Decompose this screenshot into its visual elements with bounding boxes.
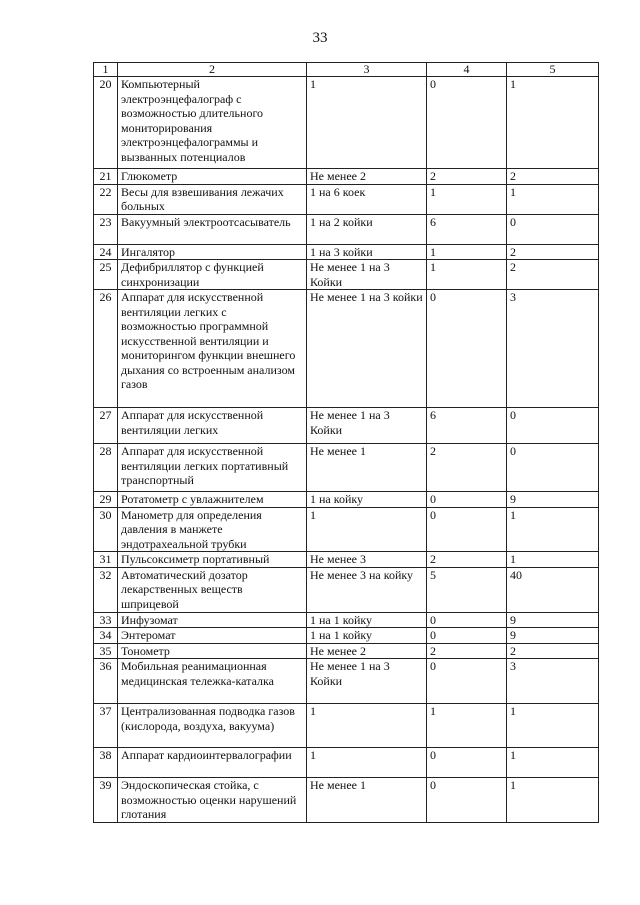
column-4-cell: 0 [427,748,507,778]
column-4-cell: 0 [427,659,507,704]
equipment-name-cell: Компьютерный электроэнцефалограф с возможностью длительного мониторирования электроэнцефалограммы и вызванных потенциалов [118,77,307,169]
column-4-cell: 1 [427,704,507,748]
equipment-name-cell: Аппарат для искусственной вентиляции легких портативный транспортный [118,444,307,492]
column-4-cell: 6 [427,408,507,444]
row-number-cell: 33 [94,612,118,628]
equipment-name-cell: Ротатометр с увлажнителем [118,492,307,508]
table-row [94,748,599,778]
equipment-name-cell: Весы для взвешивания лежачих больных [118,184,307,214]
norm-cell: Не менее 2 [307,169,427,185]
column-4-cell: 1 [427,184,507,214]
column-4-cell: 0 [427,778,507,823]
column-4-cell: 1 [427,244,507,260]
row-number-cell: 30 [94,507,118,552]
norm-cell: 1 на 6 коек [307,184,427,214]
norm-cell: Не менее 3 на койку [307,567,427,612]
table-header-row [94,63,599,77]
column-5-cell: 3 [507,659,599,704]
column-5-cell: 0 [507,444,599,492]
row-number-cell: 35 [94,643,118,659]
column-5-cell: 1 [507,748,599,778]
column-4-cell: 6 [427,214,507,244]
equipment-name-cell: Энтеромат [118,628,307,644]
row-number-cell: 25 [94,260,118,290]
table-row [94,244,599,260]
column-5-cell: 1 [507,77,599,169]
equipment-name-cell: Манометр для определения давления в манжете эндотрахеальной трубки [118,507,307,552]
equipment-name-cell: Аппарат кардиоинтервалографии [118,748,307,778]
row-number-cell: 23 [94,214,118,244]
row-number-cell: 34 [94,628,118,644]
equipment-name-cell: Автоматический дозатор лекарственных веществ шприцевой [118,567,307,612]
table-row [94,214,599,244]
column-4-cell: 2 [427,643,507,659]
row-number-cell: 36 [94,659,118,704]
equipment-name-cell: Пульсоксиметр портативный [118,552,307,568]
column-header: 5 [507,63,599,77]
norm-cell: 1 на 2 койки [307,214,427,244]
equipment-name-cell: Глюкометр [118,169,307,185]
column-5-cell: 1 [507,552,599,568]
norm-cell: Не менее 3 [307,552,427,568]
table-row [94,507,599,552]
column-5-cell: 1 [507,704,599,748]
table-row [94,567,599,612]
column-4-cell: 2 [427,552,507,568]
row-number-cell: 29 [94,492,118,508]
column-5-cell: 9 [507,628,599,644]
page-number: 33 [312,30,328,46]
column-5-cell: 9 [507,492,599,508]
row-number-cell: 37 [94,704,118,748]
column-5-cell: 0 [507,408,599,444]
column-4-cell: 0 [427,628,507,644]
norm-cell: Не менее 1 на 3 Койки [307,408,427,444]
row-number-cell: 22 [94,184,118,214]
column-4-cell: 0 [427,290,507,408]
table-row [94,778,599,823]
table-row [94,290,599,408]
norm-cell: 1 [307,77,427,169]
row-number-cell: 20 [94,77,118,169]
norm-cell: 1 на 1 койку [307,628,427,644]
table-row [94,169,599,185]
column-5-cell: 0 [507,214,599,244]
row-number-cell: 24 [94,244,118,260]
table-row [94,260,599,290]
equipment-name-cell: Дефибриллятор с функцией синхронизации [118,260,307,290]
row-number-cell: 32 [94,567,118,612]
column-header: 1 [94,63,118,77]
equipment-name-cell: Инфузомат [118,612,307,628]
equipment-name-cell: Вакуумный электроотсасыватель [118,214,307,244]
column-4-cell: 1 [427,260,507,290]
column-5-cell: 1 [507,778,599,823]
column-4-cell: 0 [427,77,507,169]
column-5-cell: 40 [507,567,599,612]
column-5-cell: 2 [507,244,599,260]
row-number-cell: 39 [94,778,118,823]
table-row [94,704,599,748]
equipment-name-cell: Ингалятор [118,244,307,260]
norm-cell: 1 на койку [307,492,427,508]
table-row [94,77,599,169]
equipment-name-cell: Аппарат для искусственной вентиляции легких с возможностью программной искусственной вентиляции и мониторингом функции внешнего дыхания со встроенным анализом газов [118,290,307,408]
column-4-cell: 0 [427,507,507,552]
row-number-cell: 28 [94,444,118,492]
column-4-cell: 0 [427,612,507,628]
row-number-cell: 31 [94,552,118,568]
norm-cell: Не менее 1 на 3 Койки [307,260,427,290]
norm-cell: 1 на 3 койки [307,244,427,260]
column-header: 3 [307,63,427,77]
table-row [94,612,599,628]
column-5-cell: 2 [507,643,599,659]
norm-cell: 1 [307,748,427,778]
column-4-cell: 2 [427,169,507,185]
norm-cell: 1 [307,507,427,552]
table-row [94,552,599,568]
norm-cell: Не менее 1 на 3 койки [307,290,427,408]
table-row [94,643,599,659]
table-row [94,492,599,508]
table-row [94,184,599,214]
column-5-cell: 9 [507,612,599,628]
equipment-table [93,62,599,823]
column-4-cell: 2 [427,444,507,492]
table-row [94,628,599,644]
column-4-cell: 0 [427,492,507,508]
column-5-cell: 2 [507,260,599,290]
norm-cell: Не менее 1 [307,778,427,823]
norm-cell: Не менее 1 на 3 Койки [307,659,427,704]
table-row [94,659,599,704]
column-5-cell: 1 [507,507,599,552]
column-header: 4 [427,63,507,77]
row-number-cell: 27 [94,408,118,444]
norm-cell: 1 на 1 койку [307,612,427,628]
row-number-cell: 26 [94,290,118,408]
equipment-name-cell: Тонометр [118,643,307,659]
equipment-name-cell: Централизованная подводка газов (кислорода, воздуха, вакуума) [118,704,307,748]
norm-cell: Не менее 1 [307,444,427,492]
table-row [94,408,599,444]
equipment-name-cell: Мобильная реанимационная медицинская тележка-каталка [118,659,307,704]
column-header: 2 [118,63,307,77]
row-number-cell: 38 [94,748,118,778]
column-5-cell: 2 [507,169,599,185]
table-body [94,77,599,823]
norm-cell: 1 [307,704,427,748]
column-5-cell: 3 [507,290,599,408]
equipment-name-cell: Аппарат для искусственной вентиляции легких [118,408,307,444]
table-row [94,444,599,492]
norm-cell: Не менее 2 [307,643,427,659]
equipment-name-cell: Эндоскопическая стойка, с возможностью оценки нарушений глотания [118,778,307,823]
column-5-cell: 1 [507,184,599,214]
row-number-cell: 21 [94,169,118,185]
column-4-cell: 5 [427,567,507,612]
